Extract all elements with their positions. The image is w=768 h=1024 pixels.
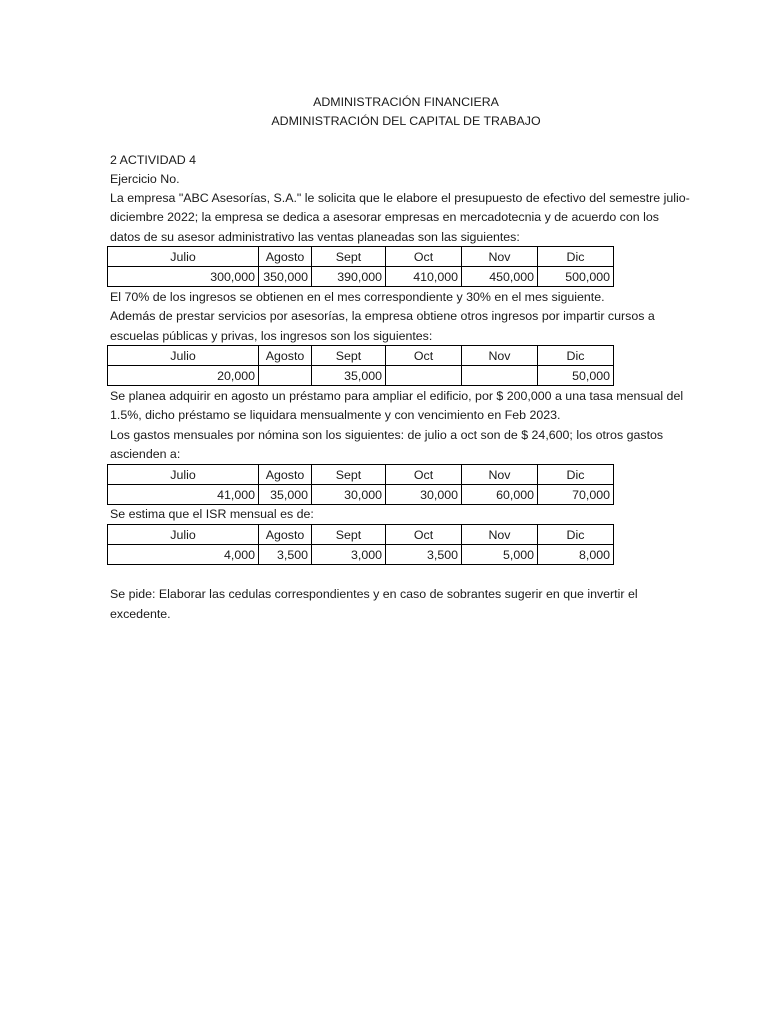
month-header: Oct: [386, 465, 462, 485]
table-cell: 4,000: [108, 545, 259, 565]
month-header: Julio: [108, 346, 259, 366]
table-cell: [259, 366, 312, 386]
table-cell: 350,000: [259, 267, 312, 287]
month-header: Agosto: [259, 346, 312, 366]
month-header: Dic: [538, 525, 614, 545]
other-income-table: [107, 345, 614, 386]
month-header: Agosto: [259, 465, 312, 485]
paragraph-line: La empresa "ABC Asesorías, S.A." le solicita que le elabore el presupuesto de efectivo del semestre julio-: [110, 191, 690, 205]
paragraph-line: datos de su asesor administrativo las ventas planeadas son las siguientes:: [110, 230, 520, 244]
month-header: Nov: [462, 247, 538, 267]
month-header: Nov: [462, 525, 538, 545]
table-cell: 30,000: [312, 485, 386, 505]
paragraph-line: Los gastos mensuales por nómina son los siguientes: de julio a oct son de $ 24,600; los otros gastos: [110, 428, 664, 442]
table-cell: 450,000: [462, 267, 538, 287]
table-cell: 3,500: [259, 545, 312, 565]
table-cell: [386, 366, 462, 386]
paragraph-line: Se planea adquirir en agosto un préstamo para ampliar el edificio, por $ 200,000 a una tasa mensual del: [110, 389, 684, 403]
month-header: Julio: [108, 525, 259, 545]
table-cell: 35,000: [259, 485, 312, 505]
month-header: Sept: [312, 247, 386, 267]
month-header: Sept: [312, 465, 386, 485]
table-cell: 500,000: [538, 267, 614, 287]
table-cell: 5,000: [462, 545, 538, 565]
month-header: Nov: [462, 465, 538, 485]
month-header: Sept: [312, 525, 386, 545]
month-header: Oct: [386, 346, 462, 366]
table-cell: 390,000: [312, 267, 386, 287]
month-header: Dic: [538, 465, 614, 485]
paragraph-line: Además de prestar servicios por asesorías, la empresa obtiene otros ingresos por impartir cursos a: [110, 309, 655, 323]
paragraph-line: escuelas públicas y privas, los ingresos son los siguientes:: [110, 329, 433, 343]
table-cell: 50,000: [538, 366, 614, 386]
month-header: Oct: [386, 247, 462, 267]
document-subtitle: ADMINISTRACIÓN DEL CAPITAL DE TRABAJO: [271, 114, 541, 128]
month-header: Agosto: [259, 247, 312, 267]
exercise-label: Ejercicio No.: [110, 172, 180, 186]
month-header: Sept: [312, 346, 386, 366]
month-header: Oct: [386, 525, 462, 545]
paragraph-line: Se estima que el ISR mensual es de:: [110, 507, 314, 521]
table-cell: 41,000: [108, 485, 259, 505]
month-header: Agosto: [259, 525, 312, 545]
paragraph-line: 1.5%, dicho préstamo se liquidara mensualmente y con vencimiento en Feb 2023.: [110, 408, 561, 422]
paragraph-line: diciembre 2022; la empresa se dedica a asesorar empresas en mercadotecnia y de acuerdo con los: [110, 210, 659, 224]
month-header: Julio: [108, 465, 259, 485]
activity-heading: 2 ACTIVIDAD 4: [110, 153, 197, 167]
month-header: Julio: [108, 247, 259, 267]
table-cell: 30,000: [386, 485, 462, 505]
table-cell: 3,000: [312, 545, 386, 565]
table-cell: 410,000: [386, 267, 462, 287]
table-cell: 60,000: [462, 485, 538, 505]
table-cell: 3,500: [386, 545, 462, 565]
sales-table: [107, 246, 614, 287]
table-cell: 300,000: [108, 267, 259, 287]
month-header: Nov: [462, 346, 538, 366]
table-cell: [462, 366, 538, 386]
document-title: ADMINISTRACIÓN FINANCIERA: [313, 95, 499, 109]
table-cell: 20,000: [108, 366, 259, 386]
paragraph-line: El 70% de los ingresos se obtienen en el mes correspondiente y 30% en el mes siguiente.: [110, 290, 605, 304]
month-header: Dic: [538, 247, 614, 267]
paragraph-line: excedente.: [110, 607, 171, 621]
isr-table: [107, 524, 614, 565]
other-expenses-table: [107, 464, 614, 505]
table-cell: 8,000: [538, 545, 614, 565]
paragraph-line: ascienden a:: [110, 447, 181, 461]
table-cell: 35,000: [312, 366, 386, 386]
month-header: Dic: [538, 346, 614, 366]
paragraph-line: Se pide: Elaborar las cedulas correspondientes y en caso de sobrantes sugerir en que invertir el: [110, 587, 638, 601]
table-cell: 70,000: [538, 485, 614, 505]
